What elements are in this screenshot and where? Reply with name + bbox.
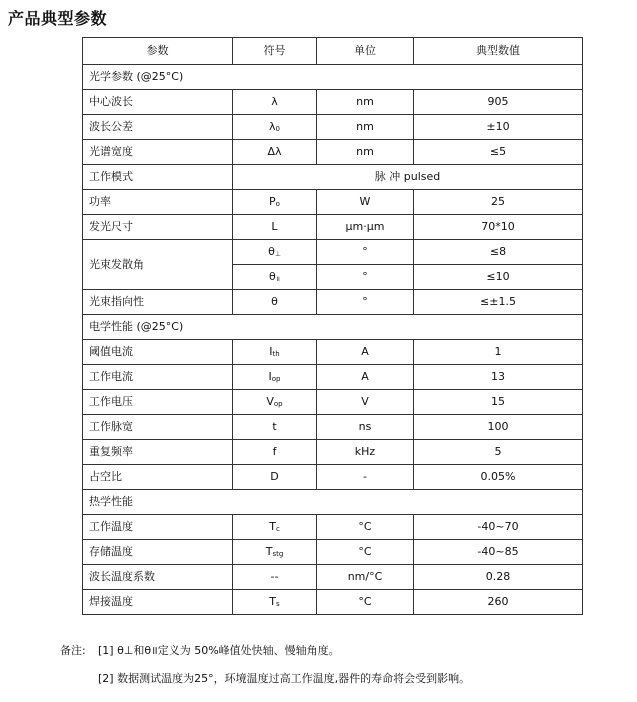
value-cell: 13 <box>414 365 583 390</box>
value-cell: 905 <box>414 90 583 115</box>
notes-label: 备注: <box>60 644 86 657</box>
symbol-cell: λ <box>233 90 317 115</box>
table-row <box>83 165 583 190</box>
symbol-main: I <box>269 345 273 358</box>
param-cell: 存储温度 <box>83 540 233 565</box>
table-row <box>83 240 583 265</box>
value-cell: 260 <box>414 590 583 615</box>
unit-cell: °C <box>317 515 414 540</box>
note-2-text: [2] 数据测试温度为25°，环境温度过高工作温度,器件的寿命将会受到影响。 <box>98 672 471 685</box>
symbol-cell: θ <box>233 290 317 315</box>
notes-block <box>60 643 470 687</box>
symbol-main: I <box>268 370 272 383</box>
header-param: 参数 <box>83 38 233 65</box>
symbol-cell <box>233 390 317 415</box>
symbol-subscript: th <box>272 350 280 358</box>
table-row <box>83 365 583 390</box>
table-row <box>83 465 583 490</box>
symbol-cell <box>233 515 317 540</box>
header-symbol: 符号 <box>233 38 317 65</box>
note-1 <box>60 643 470 659</box>
param-cell: 中心波长 <box>83 90 233 115</box>
header-unit: 单位 <box>317 38 414 65</box>
param-cell: 工作脉宽 <box>83 415 233 440</box>
section-row-optical <box>83 65 583 90</box>
table-row <box>83 340 583 365</box>
note-2 <box>60 671 470 687</box>
symbol-main: θ <box>269 270 276 283</box>
unit-cell: - <box>317 465 414 490</box>
unit-cell: nm/°C <box>317 565 414 590</box>
param-cell: 光谱宽度 <box>83 140 233 165</box>
unit-cell: ns <box>317 415 414 440</box>
param-cell: 重复频率 <box>83 440 233 465</box>
symbol-cell <box>233 115 317 140</box>
table-row <box>83 565 583 590</box>
symbol-subscript: op <box>271 375 281 383</box>
value-cell: 100 <box>414 415 583 440</box>
value-cell: ≤10 <box>414 265 583 290</box>
note-1-text: [1] θ⊥和θ॥定义为 50%峰值处快轴、慢轴角度。 <box>98 644 340 657</box>
symbol-cell <box>233 190 317 215</box>
value-cell: ≤5 <box>414 140 583 165</box>
unit-cell: A <box>317 340 414 365</box>
table-row <box>83 390 583 415</box>
unit-cell: ° <box>317 265 414 290</box>
symbol-cell: t <box>233 415 317 440</box>
unit-cell: ° <box>317 240 414 265</box>
symbol-subscript: c <box>275 525 280 533</box>
value-cell: 25 <box>414 190 583 215</box>
table-row <box>83 540 583 565</box>
value-cell: 0.28 <box>414 565 583 590</box>
symbol-main: P <box>269 195 276 208</box>
value-cell: -40~85 <box>414 540 583 565</box>
section-title: 光学参数 (@25°C) <box>83 65 583 90</box>
section-row-electrical <box>83 315 583 340</box>
unit-cell: W <box>317 190 414 215</box>
symbol-subscript: s <box>276 600 280 608</box>
table-row <box>83 290 583 315</box>
header-value: 典型数值 <box>414 38 583 65</box>
symbol-subscript: op <box>273 400 283 408</box>
param-cell: 焊接温度 <box>83 590 233 615</box>
unit-cell: A <box>317 365 414 390</box>
param-cell: 发光尺寸 <box>83 215 233 240</box>
symbol-cell: L <box>233 215 317 240</box>
value-cell: 脉 冲 pulsed <box>233 165 583 190</box>
param-cell: 占空比 <box>83 465 233 490</box>
symbol-main: V <box>266 395 274 408</box>
table-row <box>83 440 583 465</box>
value-cell: 0.05% <box>414 465 583 490</box>
symbol-cell: D <box>233 465 317 490</box>
unit-cell: °C <box>317 590 414 615</box>
spec-table <box>82 37 583 615</box>
unit-cell: kHz <box>317 440 414 465</box>
symbol-subscript: 0 <box>275 125 280 133</box>
value-cell: 70*10 <box>414 215 583 240</box>
unit-cell: μm·μm <box>317 215 414 240</box>
symbol-cell <box>233 365 317 390</box>
param-cell: 阈值电流 <box>83 340 233 365</box>
param-cell: 波长温度系数 <box>83 565 233 590</box>
symbol-subscript: o <box>275 200 280 208</box>
value-cell: ≤8 <box>414 240 583 265</box>
unit-cell: ° <box>317 290 414 315</box>
table-row <box>83 590 583 615</box>
symbol-cell <box>233 240 317 265</box>
value-cell: 1 <box>414 340 583 365</box>
symbol-cell <box>233 590 317 615</box>
section-row-thermal <box>83 490 583 515</box>
symbol-main: λ <box>269 120 276 133</box>
param-cell: 波长公差 <box>83 115 233 140</box>
symbol-subscript: stg <box>272 550 284 558</box>
table-row <box>83 115 583 140</box>
section-title: 电学性能 (@25°C) <box>83 315 583 340</box>
symbol-cell <box>233 540 317 565</box>
table-row <box>83 415 583 440</box>
symbol-cell: -- <box>233 565 317 590</box>
table-row <box>83 190 583 215</box>
value-cell: ≤±1.5 <box>414 290 583 315</box>
symbol-cell: f <box>233 440 317 465</box>
value-cell: -40~70 <box>414 515 583 540</box>
param-cell: 工作电压 <box>83 390 233 415</box>
value-cell: 5 <box>414 440 583 465</box>
value-cell: ±10 <box>414 115 583 140</box>
unit-cell: nm <box>317 90 414 115</box>
table-row <box>83 140 583 165</box>
table-row <box>83 215 583 240</box>
value-cell: 15 <box>414 390 583 415</box>
symbol-subscript: ॥ <box>275 275 280 283</box>
unit-cell: nm <box>317 115 414 140</box>
param-cell: 光束指向性 <box>83 290 233 315</box>
symbol-main: T <box>269 520 276 533</box>
symbol-cell <box>233 265 317 290</box>
param-cell: 工作模式 <box>83 165 233 190</box>
symbol-main: T <box>265 545 273 558</box>
param-cell: 工作电流 <box>83 365 233 390</box>
unit-cell: V <box>317 390 414 415</box>
symbol-cell <box>233 340 317 365</box>
symbol-main: θ <box>268 245 275 258</box>
param-cell: 功率 <box>83 190 233 215</box>
param-cell: 光束发散角 <box>83 240 233 290</box>
page-title: 产品典型参数 <box>8 9 108 28</box>
symbol-cell: Δλ <box>233 140 317 165</box>
section-title: 热学性能 <box>83 490 583 515</box>
unit-cell: nm <box>317 140 414 165</box>
symbol-main: T <box>269 595 277 608</box>
table-row <box>83 90 583 115</box>
table-header-row <box>83 38 583 65</box>
symbol-subscript: ⊥ <box>274 250 281 258</box>
unit-cell: °C <box>317 540 414 565</box>
param-cell: 工作温度 <box>83 515 233 540</box>
table-row <box>83 515 583 540</box>
